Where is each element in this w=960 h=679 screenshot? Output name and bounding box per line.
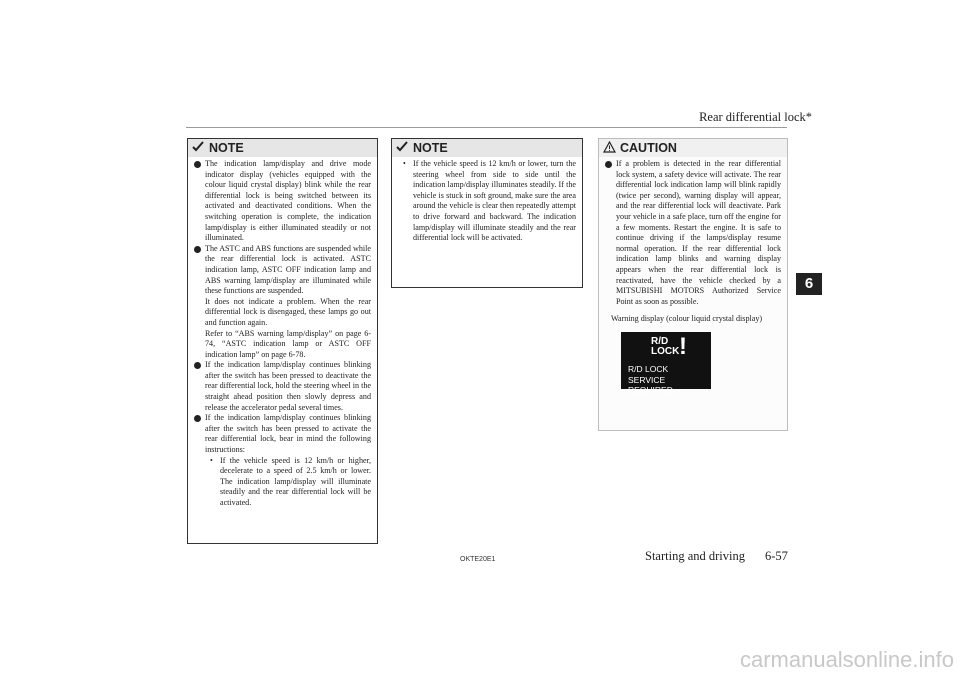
bullet-dot-icon — [605, 161, 612, 168]
footer-code: OKTE20E1 — [460, 556, 496, 563]
header-rule — [186, 127, 787, 128]
rd-lock-warning-display — [621, 332, 711, 396]
page-header-title: Rear differential lock* — [699, 110, 812, 124]
page-number: 6-57 — [765, 549, 788, 563]
note-bullet-text: It does not indicate a problem. When the rear differential lock is disengaged, these lamps go out and function again. — [205, 296, 371, 327]
display-line-2: SERVICE REQUIRED — [628, 375, 673, 396]
note-bullet-text: The indication lamp/display and drive mode indicator display (vehicles equipped with the colour liquid crystal display) blink while the rear differential lock is being switched between its activated and deactivated conditions. When the switching operation is complete, the indication lamp/display is either illuminated steadily or not illuminated. — [205, 159, 371, 243]
caution-label: CAUTION — [620, 141, 677, 155]
note-sub-item-text: If the vehicle speed is 12 km/h or lower, turn the steering wheel from side to side until the indication lamp/display illuminates steadily. If the vehicle is stuck in soft ground, make sure the area around the vehicle is clear then repeatedly attempt to drive forward and backward. The indication lamp/display will illuminate steadily and the rear differential lock will be activated. — [413, 159, 576, 243]
pencil-check-icon — [192, 141, 205, 155]
pencil-check-icon — [396, 141, 409, 155]
note-box-1-body — [188, 157, 377, 509]
note-sub-item — [205, 456, 371, 509]
note-box-1-header — [188, 139, 377, 157]
note-bullet — [194, 244, 371, 361]
note-label: NOTE — [413, 141, 448, 155]
display-rd-text: R/D — [651, 336, 669, 348]
footer-section-title: Starting and driving — [645, 549, 745, 563]
caution-box-body — [599, 157, 787, 307]
bullet-dot-icon — [194, 246, 201, 253]
note-bullet — [194, 360, 371, 413]
note-label: NOTE — [209, 141, 244, 155]
caution-bullet-text: If a problem is detected in the rear differential lock system, a safety device will activate. The rear differential lock indication lamp will blink rapidly (twice per second), warning display will appear, and the rear differential lock will deactivate. Park your vehicle in a safe place, turn off the engine for a few moments. Restart the engine. It is safe to continue driving if the lamps/display resume normal operation. If the rear differential lock indication lamp blinks and warning display appears when the rear differential lock is reactivated, have the vehicle checked by a MITSUBISHI MOTORS Authorized Service Point as soon as possible. — [616, 159, 781, 306]
note-bullet-text: Refer to “ABS warning lamp/display” on page 6-74, “ASTC indication lamp or ASTC OFF indication lamp” on page 6-78. — [205, 328, 371, 359]
bullet-dot-icon — [194, 161, 201, 168]
caution-box-header — [599, 139, 787, 157]
note-sub-item-text: If the vehicle speed is 12 km/h or higher, decelerate to a speed of 2.5 km/h or lower. The indication lamp/display will illuminate steadily and the rear differential lock will be activated. — [220, 455, 371, 507]
exclamation-icon: ! — [679, 333, 687, 361]
note-bullet — [194, 159, 371, 244]
bullet-dot-icon — [194, 415, 201, 422]
note-box-2-body — [392, 157, 582, 244]
watermark: carmanualsonline.info — [739, 647, 954, 672]
note-bullet-text: If the indication lamp/display continues blinking after the switch has been pressed to activate the rear differential lock, bear in mind the following instructions: — [205, 413, 371, 455]
note-box-2-header — [392, 139, 582, 157]
sub-bullet-icon: • — [210, 455, 213, 465]
display-line-1: R/D LOCK — [628, 364, 669, 375]
bullet-dot-icon — [194, 362, 201, 369]
warning-triangle-icon — [603, 141, 616, 156]
note-bullet — [194, 413, 371, 508]
display-lock-text: LOCK — [651, 346, 680, 358]
note-sub-item — [398, 159, 576, 244]
display-caption: Warning display (colour liquid crystal display) — [611, 314, 763, 324]
note-box-1 — [187, 138, 378, 544]
caution-box — [598, 138, 788, 431]
sub-bullet-icon: • — [403, 159, 406, 168]
note-bullet-text: The ASTC and ABS functions are suspended while the rear differential lock is activated. ASTC indication lamp, ASTC OFF indication lamp and ABS warning lamp/display are illuminated while these functions are suspended. — [205, 243, 371, 296]
note-box-2 — [391, 138, 583, 288]
note-bullet-text: If the indication lamp/display continues blinking after the switch has been pressed to deactivate the rear differential lock, hold the steering wheel in the straight ahead position then slowly depress and release the accelerator pedal several times. — [205, 360, 371, 412]
chapter-tab[interactable]: 6 — [796, 273, 822, 295]
caution-bullet — [605, 159, 781, 307]
